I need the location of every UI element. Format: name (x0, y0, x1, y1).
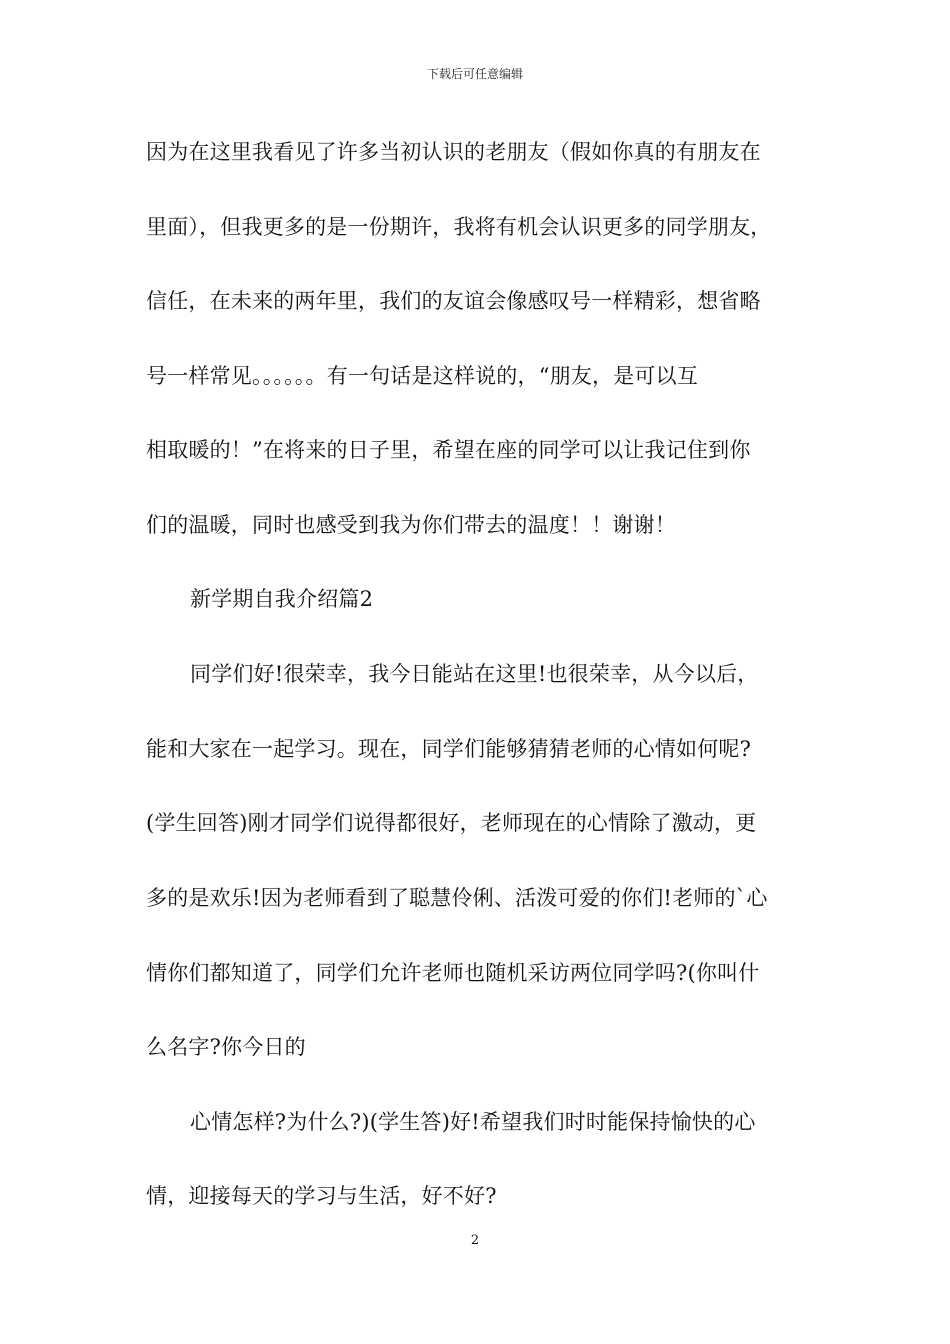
paragraph-line: (学生回答)刚才同学们说得都很好，老师现在的心情除了激动，更 (146, 811, 757, 835)
paragraph-line: 相取暖的！”在将来的日子里，希望在座的同学可以让我记住到你 (146, 438, 751, 462)
paragraph-line: 里面），但我更多的是一份期许，我将有机会认识更多的同学朋友， (146, 215, 772, 239)
paragraph-line: 信任，在未来的两年里，我们的友谊会像感叹号一样精彩，想省略 (146, 289, 761, 313)
paragraph-line: 情，迎接每天的学习与生活，好不好? (146, 1184, 497, 1208)
paragraph-line: 因为在这里我看见了许多当初认识的老朋友（假如你真的有朋友在 (146, 140, 761, 164)
page-header: 下载后可任意编辑 (426, 67, 523, 81)
paragraph-line: 情你们都知道了，同学们允许老师也随机采访两位同学吗?(你叫什 (146, 961, 760, 985)
paragraph-line: 同学们好!很荣幸，我今日能站在这里!也很荣幸，从今以后， (190, 662, 759, 686)
paragraph-line: 号一样常见。。。。。。有一句话是这样说的，“朋友，是可以互 (146, 364, 699, 388)
page-number: 2 (470, 1233, 480, 1248)
paragraph-line: 多的是欢乐!因为老师看到了聪慧伶俐、活泼可爱的你们!老师的`心 (146, 886, 768, 910)
paragraph-line: 们的温暖，同时也感受到我为你们带去的温度！！谢谢！ (146, 513, 676, 537)
paragraph-line: 能和大家在一起学习。现在，同学们能够猜猜老师的心情如何呢? (146, 737, 752, 761)
paragraph-line: 心情怎样?为什么?)(学生答)好!希望我们时时能保持愉快的心 (190, 1110, 756, 1134)
paragraph-line: 么名字?你今日的 (146, 1035, 306, 1059)
section-heading: 新学期自我介绍篇2 (190, 587, 374, 611)
